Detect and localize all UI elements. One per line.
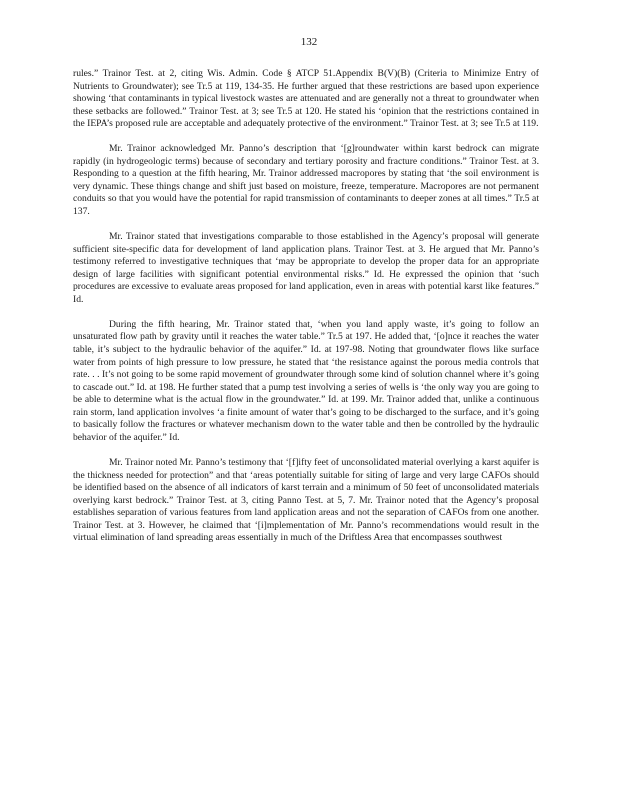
paragraph-4: During the fifth hearing, Mr. Trainor stated that, ‘when you land apply waste, it’s going to follow an unsaturated flow path by gravity until it reaches the water table.” Tr.5 at 197. He added that, ‘[o]nce it reaches the water table, it’s subject to the hydraulic behavior of the aquifer.” Id. at 197-98. Noting that groundwater flows like surface water from points of high pressure to low pressure, he stated that ‘the resistance against the porous media controls that rate. . . It’s not going to be some rapid movement of groundwater through some kind of solution channel where it’s going to cascade out.” Id. at 198. He further stated that a pump test involving a series of wells is ‘the only way you are going to be able to determine what is the actual flow in the groundwater.” Id. at 199. Mr. Trainor added that, unlike a continuous rain storm, land application involves ‘a finite amount of water that’s going to be discharged to the surface, and it’s going to basically follow the fractures or whatever mechanism down to the water table and then be controlled by the hydraulic behavior of the aquifer.” Id.: [73, 318, 539, 443]
paragraph-5: Mr. Trainor noted Mr. Panno’s testimony that ‘[f]ifty feet of unconsolidated material overlying a karst aquifer is the thickness needed for protection” and that ‘areas potentially suitable for siting of large and very large CAFOs should be identified based on the absence of all indicators of karst terrain and a minimum of 50 feet of unconsolidated materials overlying karst bedrock.” Trainor Test. at 3, citing Panno Test. at 5, 7. Mr. Trainor noted that the Agency’s proposal establishes separation of various features from land application areas and not the separation of CAFOs from one another. Trainor Test. at 3. However, he claimed that ‘[i]mplementation of Mr. Panno’s recommendations would result in the virtual elimination of land spreading areas essentially in much of the Driftless Area that encompasses southwest: [73, 456, 539, 544]
paragraph-2: Mr. Trainor acknowledged Mr. Panno’s description that ‘[g]roundwater within karst bedrock can migrate rapidly (in hydrogeologic terms) because of secondary and tertiary porosity and fracture conditions.” Trainor Test. at 3. Responding to a question at the fifth hearing, Mr. Trainor addressed macropores by stating that ‘the soil environment is very dynamic. These things change and shift just based on moisture, freeze, temperature. Macropores are not permanent conduits so that you would have the potential for rapid transmission of contaminants to deeper zones at all times.” Tr.5 at 137.: [73, 143, 539, 218]
paragraph-1: rules.” Trainor Test. at 2, citing Wis. Admin. Code § ATCP 51.Appendix B(V)(B) (Criteria to Minimize Entry of Nutrients to Groundwater); see Tr.5 at 119, 134-35. He further argued that these restrictions are based upon experience showing ‘that contaminants in typical livestock wastes are attenuated and are generally not a threat to groundwater when these setbacks are followed.” Trainor Test. at 3; see Tr.5 at 120. He stated his ‘opinion that the restrictions contained in the IEPA’s proposed rule are acceptable and adequately protective of the environment.” Trainor Test. at 3; see Tr.5 at 119.: [73, 68, 539, 130]
body-text: [73, 68, 539, 545]
paragraph-3: Mr. Trainor stated that investigations comparable to those established in the Agency’s proposal will generate sufficient site-specific data for development of land application plans. Trainor Test. at 3. He argued that Mr. Panno’s testimony referred to investigative techniques that ‘may be appropriate to develop the proper data for an appropriate design of large facilities with significant potential environmental risks.” Id. He expressed the opinion that ‘such procedures are excessive to evaluate areas proposed for land application, even in areas with potential karst like features.” Id.: [73, 231, 539, 305]
page-number: 132: [300, 36, 318, 48]
